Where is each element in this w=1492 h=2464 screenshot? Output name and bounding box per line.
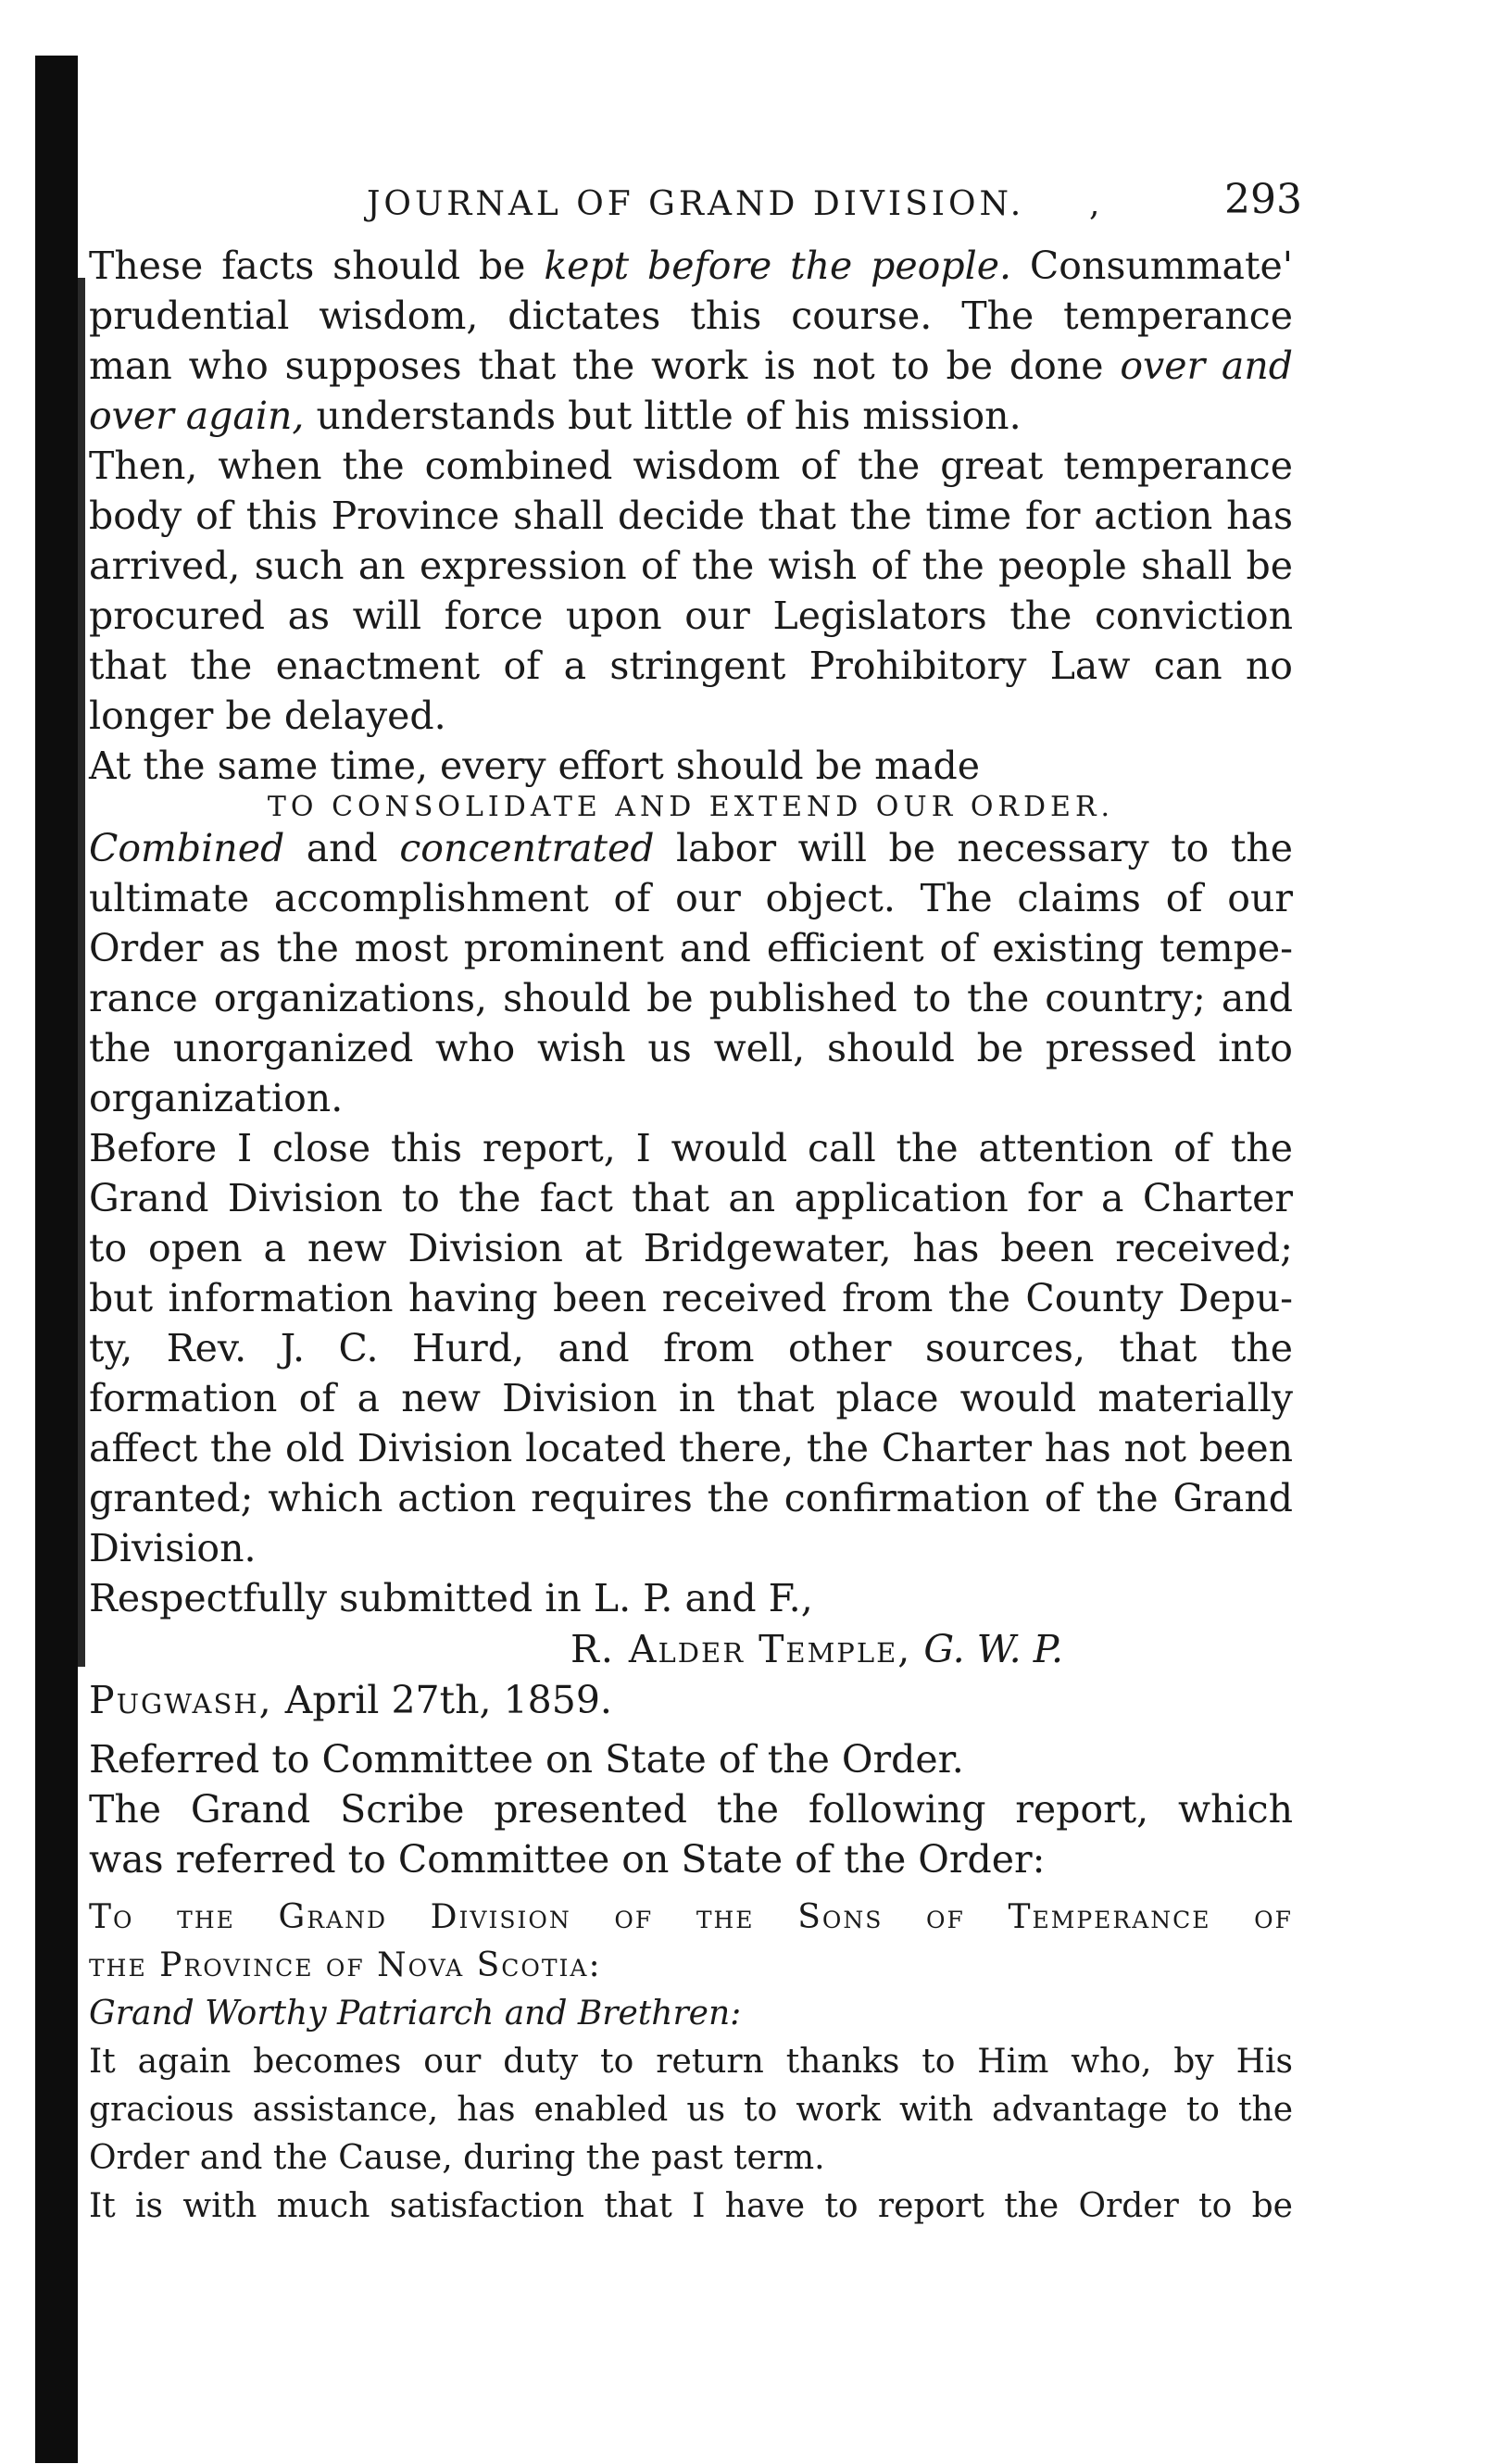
text-line: Before I close this report, I would call the attention of the — [89, 1126, 1293, 1170]
body-text — [89, 241, 1293, 2231]
page — [89, 176, 1302, 2231]
text-line: Order as the most prominent and efficient of existing tempe- — [89, 926, 1293, 970]
text-line: The Grand Scribe presented the following report, which — [89, 1787, 1293, 1832]
text-line: was referred to Committee on State of the Order: — [89, 1837, 1046, 1882]
text-line: but information having been received from the County Depu- — [89, 1276, 1293, 1320]
text-line: formation of a new Division in that place would materially — [89, 1376, 1293, 1420]
text-line: to open a new Division at Bridgewater, has been received; — [89, 1226, 1293, 1270]
text-line: the unorganized who wish us well, should be pressed into — [89, 1026, 1293, 1070]
text-line: affect the old Division located there, the Charter has not been — [89, 1426, 1293, 1470]
text-line: body of this Province shall decide that the time for action has — [89, 494, 1293, 538]
signature: R. Alder Temple, G. W. P. — [570, 1627, 1064, 1671]
text-line: Order and the Cause, during the past term. — [89, 2139, 825, 2177]
binding-shadow — [35, 56, 78, 2463]
running-header — [89, 176, 1302, 241]
text-line: procured as will force upon our Legislators the conviction — [89, 594, 1293, 638]
dateline: Pugwash, April 27th, 1859. — [89, 1678, 612, 1722]
address-line: To the Grand Division of the Sons of Temperance of — [89, 1898, 1293, 1936]
text-line: prudential wisdom, dictates this course. The temperance — [89, 294, 1293, 338]
binding-edge — [78, 278, 85, 1667]
text-line: granted; which action requires the confirmation of the Grand — [89, 1476, 1293, 1520]
text-line: At the same time, every effort should be made — [89, 744, 980, 788]
text-line: Grand Division to the fact that an application for a Charter — [89, 1176, 1293, 1220]
page-number: 293 — [1224, 176, 1302, 223]
text-line: Then, when the combined wisdom of the great temperance — [89, 444, 1293, 488]
text-line: Respectfully submitted in L. P. and F., — [89, 1576, 813, 1620]
address-line: the Province of Nova Scotia: — [89, 1946, 602, 1984]
text-line: ty, Rev. J. C. Hurd, and from other sources, that the — [89, 1326, 1293, 1370]
text-line: man who supposes that the work is not to be done over and — [89, 344, 1293, 388]
running-title: JOURNAL OF GRAND DIVISION. — [367, 185, 1025, 223]
text-line: Combined and concentrated labor will be necessary to the — [89, 826, 1293, 870]
text-line: It again becomes our duty to return thanks to Him who, by His — [89, 2043, 1293, 2081]
text-line: These facts should be kept before the people. Consummate' — [89, 244, 1294, 288]
salutation: Grand Worthy Patriarch and Brethren: — [89, 1995, 742, 2032]
text-line: rance organizations, should be published to the country; and — [89, 976, 1293, 1020]
section-heading: TO CONSOLIDATE AND EXTEND OUR ORDER. — [267, 791, 1115, 823]
text-line: Division. — [89, 1526, 257, 1570]
text-line: ultimate accomplishment of our object. The claims of our — [89, 876, 1293, 920]
text-line: organization. — [89, 1076, 344, 1120]
text-line: longer be delayed. — [89, 694, 446, 738]
header-mark: , — [1089, 185, 1100, 223]
text-line: It is with much satisfaction that I have to report the Order to be — [89, 2187, 1293, 2225]
referral-note: Referred to Committee on State of the Order. — [89, 1737, 964, 1782]
text-line: gracious assistance, has enabled us to work with advantage to the — [89, 2091, 1293, 2129]
text-line: over again, understands but little of his mission. — [89, 394, 1022, 438]
text-line: arrived, such an expression of the wish of the people shall be — [89, 544, 1293, 588]
text-line: that the enactment of a stringent Prohibitory Law can no — [89, 644, 1293, 688]
